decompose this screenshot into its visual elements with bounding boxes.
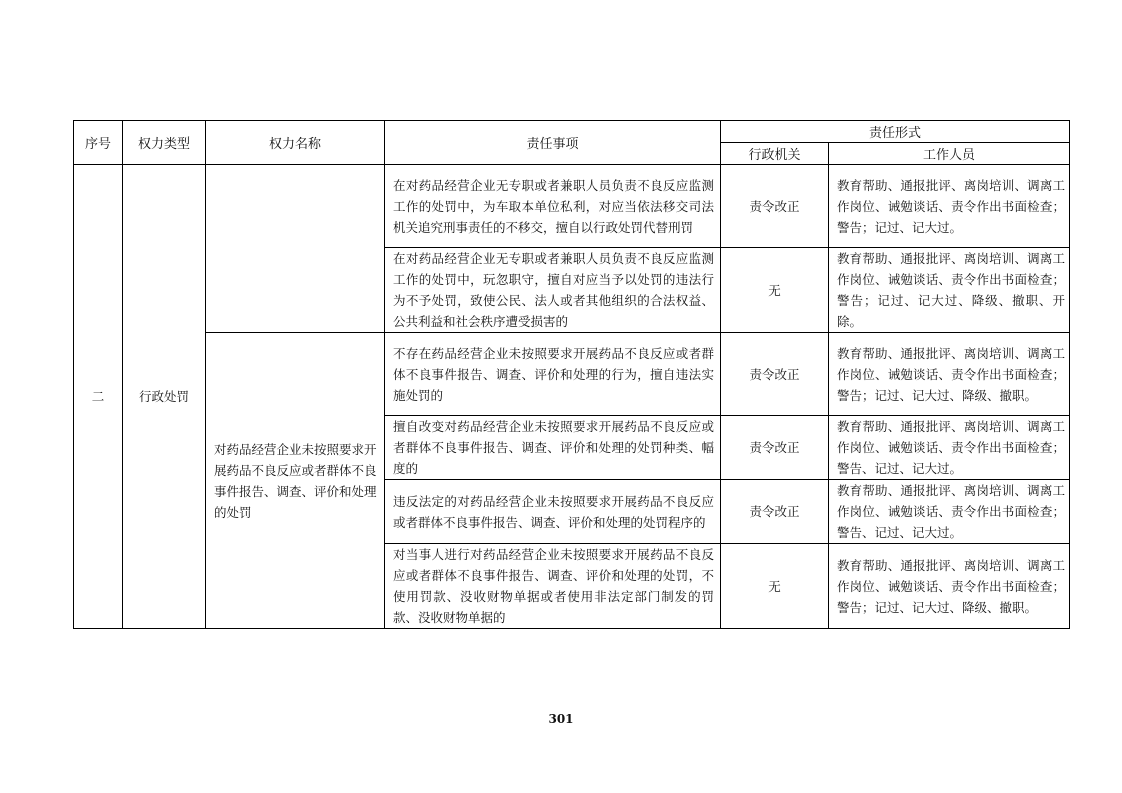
staff-cell: 教育帮助、通报批评、离岗培训、调离工作岗位、诫勉谈话、责令作出书面检查；警告、记过、记大过。 bbox=[829, 480, 1070, 544]
duty-cell: 擅自改变对药品经营企业未按照要求开展药品不良反应或者群体不良事件报告、调查、评价和处理的处罚种类、幅度的 bbox=[385, 416, 721, 480]
duty-cell: 不存在药品经营企业未按照要求开展药品不良反应或者群体不良事件报告、调查、评价和处理的行为，擅自违法实施处罚的 bbox=[385, 333, 721, 416]
header-duty: 责任事项 bbox=[385, 121, 721, 165]
header-staff: 工作人员 bbox=[829, 143, 1070, 165]
duty-cell: 违反法定的对药品经营企业未按照要求开展药品不良反应或者群体不良事件报告、调查、评价和处理的处罚程序的 bbox=[385, 480, 721, 544]
table-row bbox=[74, 165, 1070, 248]
header-seq: 序号 bbox=[74, 121, 123, 165]
staff-cell: 教育帮助、通报批评、离岗培训、调离工作岗位、诫勉谈话、责令作出书面检查；警告；记过、记大过。 bbox=[829, 165, 1070, 248]
staff-cell: 教育帮助、通报批评、离岗培训、调离工作岗位、诫勉谈话、责令作出书面检查；警告；记过、记大过、降级、撤职。 bbox=[829, 544, 1070, 629]
duty-cell: 在对药品经营企业无专职或者兼职人员负责不良反应监测工作的处罚中，玩忽职守，擅自对应当予以处罚的违法行为不予处罚，致使公民、法人或者其他组织的合法权益、公共利益和社会秩序遭受损害的 bbox=[385, 248, 721, 333]
power-name-cell-empty bbox=[206, 165, 385, 333]
staff-cell: 教育帮助、通报批评、离岗培训、调离工作岗位、诫勉谈话、责令作出书面检查；警告、记过、记大过。 bbox=[829, 416, 1070, 480]
agency-cell: 无 bbox=[721, 544, 829, 629]
agency-cell: 责令改正 bbox=[721, 165, 829, 248]
header-agency: 行政机关 bbox=[721, 143, 829, 165]
responsibility-table bbox=[73, 120, 1070, 629]
power-name-cell: 对药品经营企业未按照要求开展药品不良反应或者群体不良事件报告、调查、评价和处理的处罚 bbox=[206, 333, 385, 629]
agency-cell: 责令改正 bbox=[721, 416, 829, 480]
agency-cell: 责令改正 bbox=[721, 480, 829, 544]
header-power-type: 权力类型 bbox=[123, 121, 206, 165]
staff-cell: 教育帮助、通报批评、离岗培训、调离工作岗位、诫勉谈话、责令作出书面检查；警告；记过、记大过、降级、撤职。 bbox=[829, 333, 1070, 416]
agency-cell: 无 bbox=[721, 248, 829, 333]
duty-cell: 对当事人进行对药品经营企业未按照要求开展药品不良反应或者群体不良事件报告、调查、评价和处理的处罚，不使用罚款、没收财物单据或者使用非法定部门制发的罚款、没收财物单据的 bbox=[385, 544, 721, 629]
staff-cell: 教育帮助、通报批评、离岗培训、调离工作岗位、诫勉谈话、责令作出书面检查；警告；记过、记大过、降级、撤职、开除。 bbox=[829, 248, 1070, 333]
power-type-cell: 行政处罚 bbox=[123, 165, 206, 629]
agency-cell: 责令改正 bbox=[721, 333, 829, 416]
header-power-name: 权力名称 bbox=[206, 121, 385, 165]
seq-cell: 二 bbox=[74, 165, 123, 629]
header-responsibility-form: 责任形式 bbox=[721, 121, 1070, 143]
table-row bbox=[74, 333, 1070, 416]
page-number: 301 bbox=[548, 712, 574, 726]
header-row bbox=[74, 121, 1070, 143]
duty-cell: 在对药品经营企业无专职或者兼职人员负责不良反应监测工作的处罚中，为车取本单位私利，对应当依法移交司法机关追究刑事责任的不移交，擅自以行政处罚代替刑罚 bbox=[385, 165, 721, 248]
